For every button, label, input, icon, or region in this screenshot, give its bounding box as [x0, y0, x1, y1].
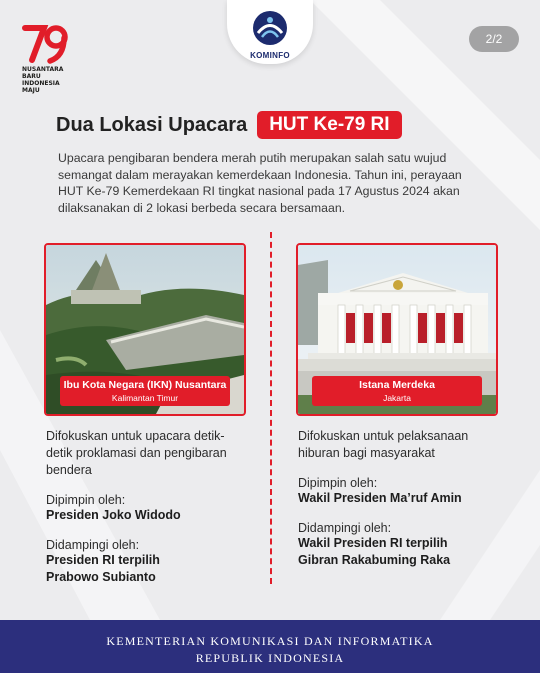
led-by-value: Wakil Presiden Ma’ruf Amin — [298, 491, 462, 505]
accompanied-by-value: Wakil Presiden RI terpilih Gibran Rakabuming Raka — [298, 536, 451, 567]
location-description: Difokuskan untuk pelaksanaan hiburan bagi masyarakat — [298, 429, 469, 460]
tagline-line: NUSANTARA — [22, 66, 64, 73]
led-by-label: Dipimpin oleh: — [46, 493, 126, 507]
tagline-line: MAJU — [22, 87, 40, 94]
location-card-istana — [296, 243, 498, 416]
kominfo-label: KOMINFO — [250, 51, 290, 60]
ministry-footer — [0, 620, 540, 673]
page-title — [56, 111, 402, 139]
logo-tagline — [22, 66, 74, 94]
location-label-ikn — [60, 376, 230, 406]
kominfo-emblem-icon — [250, 8, 290, 48]
intro-paragraph: Upacara pengibaran bendera merah putih merupakan salah satu wujud semangat dalam merayakan kemerdekaan Indonesia. Tahun ini, perayaan HUT Ke-79 Kemerdekaan RI tingkat nasional pada 17 Agustus 2024 akan dilaksanakan di 2 lokasi berbeda secara bersamaan. — [58, 151, 462, 215]
location-label-istana — [312, 376, 482, 406]
location-details-istana — [298, 428, 508, 569]
tagline-line: BARU — [22, 73, 41, 80]
location-details-ikn — [46, 428, 256, 586]
logo-79-mark — [22, 22, 74, 64]
location-name: Ibu Kota Negara (IKN) Nusantara — [63, 379, 227, 391]
location-region: Kalimantan Timur — [111, 393, 179, 403]
title-prefix: Dua Lokasi Upacara — [56, 113, 248, 136]
location-card-ikn — [44, 243, 246, 416]
footer-line-ministry: KEMENTERIAN KOMUNIKASI DAN INFORMATIKA — [106, 634, 434, 648]
led-by-value: Presiden Joko Widodo — [46, 508, 181, 522]
led-by-label: Dipimpin oleh: — [298, 476, 378, 490]
location-region: Jakarta — [383, 393, 411, 403]
hut-79-logo — [22, 22, 74, 94]
location-description: Difokuskan untuk upacara detik-detik proklamasi dan pengibaran bendera — [46, 429, 227, 477]
accompanied-by-label: Didampingi oleh: — [298, 521, 392, 535]
location-name: Istana Merdeka — [359, 379, 435, 391]
column-divider — [270, 232, 272, 584]
accompanied-by-value: Presiden RI terpilih Prabowo Subianto — [46, 553, 160, 584]
kominfo-logo-badge — [227, 0, 313, 64]
page-indicator: 2/2 — [469, 26, 519, 52]
tagline-line: INDONESIA — [22, 80, 60, 87]
footer-line-republic: REPUBLIK INDONESIA — [195, 651, 345, 665]
accompanied-by-label: Didampingi oleh: — [46, 538, 140, 552]
title-highlight-badge: HUT Ke-79 RI — [257, 111, 401, 139]
logo-79-icon — [22, 22, 70, 64]
